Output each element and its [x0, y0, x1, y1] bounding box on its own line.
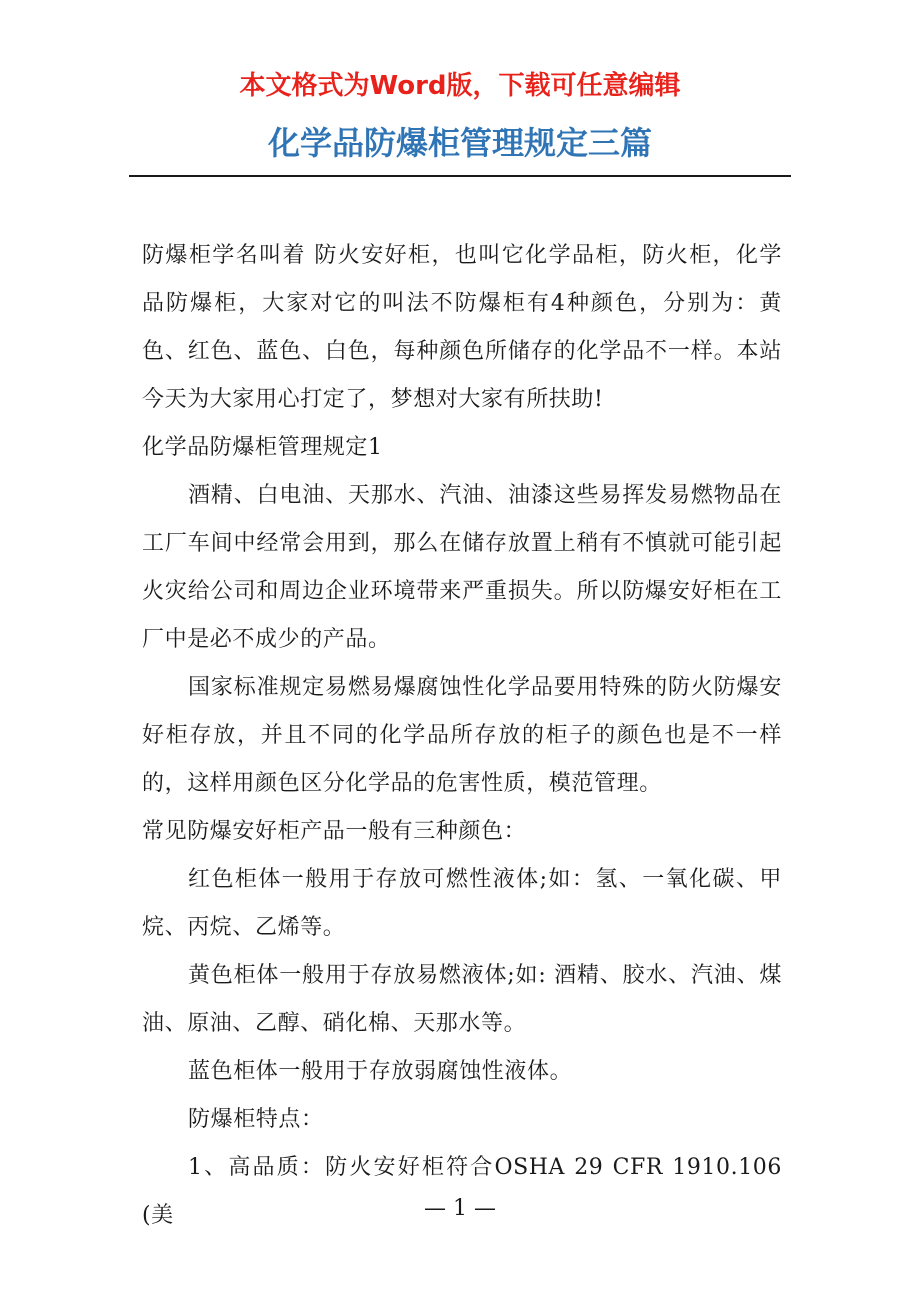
- document-title: 化学品防爆柜管理规定三篇: [267, 124, 652, 162]
- document-body: [142, 232, 782, 1240]
- page-number: — 1 —: [424, 1196, 496, 1221]
- title-divider: [129, 175, 791, 177]
- format-notice-banner: 本文格式为Word版，下载可任意编辑: [239, 71, 681, 101]
- body-paragraph: 酒精、白电油、天那水、汽油、油漆这些易挥发易燃物品在工厂车间中经常会用到，那么在储存放置上稍有不慎就可能引起火灾给公司和周边企业环境带来严重损失。所以防爆安好柜在工厂中是必不成少的产品。: [142, 483, 782, 652]
- body-paragraph: 常见防爆安好柜产品一般有三种颜色：: [142, 819, 527, 844]
- body-paragraph: 国家标准规定易燃易爆腐蚀性化学品要用特殊的防火防爆安好柜存放，并且不同的化学品所存放的柜子的颜色也是不一样的，这样用颜色区分化学品的危害性质，模范管理。: [142, 675, 782, 796]
- body-paragraph: 黄色柜体一般用于存放易燃液体;如: 酒精、胶水、汽油、煤油、原油、乙醇、硝化棉、天那水等。: [142, 963, 782, 1036]
- section-heading: 化学品防爆柜管理规定1: [142, 435, 383, 460]
- body-paragraph: 红色柜体一般用于存放可燃性液体;如：氢、一氧化碳、甲烷、丙烷、乙烯等。: [142, 867, 782, 940]
- body-paragraph: 1、高品质：防火安好柜符合OSHA 29 CFR 1910.106 (美: [142, 1155, 782, 1228]
- body-paragraph: 蓝色柜体一般用于存放弱腐蚀性液体。: [188, 1059, 573, 1084]
- intro-paragraph: 防爆柜学名叫着 防火安好柜，也叫它化学品柜，防火柜，化学品防爆柜，大家对它的叫法不防爆柜有4种颜色，分别为：黄色、红色、蓝色、白色，每种颜色所储存的化学品不一样。本站今天为大家用心打定了，梦想对大家有所扶助!: [142, 243, 782, 412]
- body-paragraph: 防爆柜特点：: [188, 1107, 324, 1132]
